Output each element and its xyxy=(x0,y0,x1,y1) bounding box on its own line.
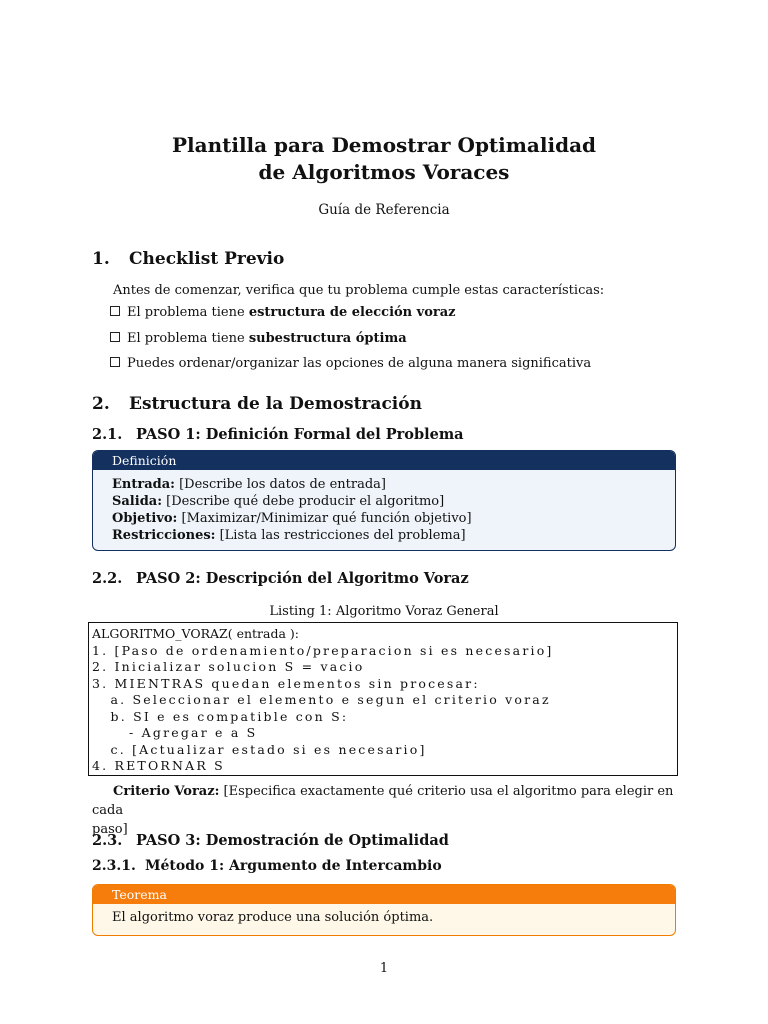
checklist-item-bold: estructura de elección voraz xyxy=(248,305,456,320)
subsubsection-2-3-1-heading xyxy=(92,858,442,874)
definition-text: [Maximizar/Minimizar qué función objetivo] xyxy=(177,511,472,526)
criterio-text: [Especifica exactamente qué criterio usa el algoritmo para elegir en cada xyxy=(92,784,674,818)
page-number: 1 xyxy=(379,961,389,976)
theorem-box xyxy=(92,884,676,936)
code-listing xyxy=(88,622,678,776)
definition-row xyxy=(112,527,656,544)
subsection-2-2-heading xyxy=(92,570,469,587)
document-title-line-1: Plantilla para Demostrar Optimalidad xyxy=(171,133,597,157)
theorem-box-body: El algoritmo voraz produce una solución óptima. xyxy=(112,910,434,925)
checklist-item-text: El problema tiene xyxy=(127,305,249,320)
criterio-voraz-paragraph xyxy=(92,782,678,839)
code-line: ALGORITMO_VORAZ( entrada ): xyxy=(92,626,299,641)
theorem-box-title: Teorema xyxy=(93,885,675,904)
subsection-title: PASO 1: Definición Formal del Problema xyxy=(136,426,464,443)
subsubsection-number: 2.3.1. xyxy=(92,858,136,874)
code-line: - Agregar e a S xyxy=(92,725,258,740)
code-line: c. [Actualizar estado si es necesario] xyxy=(92,741,427,757)
definition-label: Restricciones: xyxy=(112,528,216,543)
checklist-item-text: El problema tiene xyxy=(127,331,249,346)
checkbox-icon xyxy=(110,357,120,367)
definition-box xyxy=(92,450,676,551)
document-title-line-2: de Algoritmos Voraces xyxy=(258,160,510,184)
checklist-item xyxy=(110,305,456,320)
definition-label: Entrada: xyxy=(112,477,175,492)
subsection-number: 2.3. xyxy=(92,832,123,849)
checklist-item-bold: subestructura óptima xyxy=(248,331,407,346)
code-line: a. Seleccionar el elemento e segun el criterio voraz xyxy=(92,692,551,707)
criterio-text-continued: paso] xyxy=(92,822,128,837)
listing-caption: Listing 1: Algoritmo Voraz General xyxy=(269,604,499,619)
subsection-2-1-heading xyxy=(92,426,464,443)
section-title: Estructura de la Demostración xyxy=(129,394,422,414)
definition-row xyxy=(112,476,656,493)
subsection-number: 2.1. xyxy=(92,426,123,443)
definition-label: Salida: xyxy=(112,494,163,509)
code-line: 3. MIENTRAS quedan elementos sin procesar: xyxy=(92,675,480,691)
criterio-label: Criterio Voraz: xyxy=(113,784,220,799)
subsection-title: PASO 3: Demostración de Optimalidad xyxy=(136,832,449,849)
definition-text: [Lista las restricciones del problema] xyxy=(215,528,466,543)
section-number: 2. xyxy=(92,394,110,414)
section-2-heading xyxy=(92,394,422,414)
code-line: 1. [Paso de ordenamiento/preparacion si es necesario] xyxy=(92,642,554,658)
document-subtitle: Guía de Referencia xyxy=(318,202,450,218)
definition-row xyxy=(112,493,656,510)
code-line: 2. Inicializar solucion S = vacio xyxy=(92,659,365,674)
code-line: 4. RETORNAR S xyxy=(92,758,225,773)
section-title: Checklist Previo xyxy=(129,249,285,269)
definition-label: Objetivo: xyxy=(112,511,178,526)
checkbox-icon xyxy=(110,306,120,316)
section-1-heading xyxy=(92,249,284,269)
checklist-item-text: Puedes ordenar/organizar las opciones de alguna manera significativa xyxy=(127,356,592,371)
definition-box-title: Definición xyxy=(93,451,675,470)
code-line: b. SI e es compatible con S: xyxy=(92,708,349,724)
section-number: 1. xyxy=(92,249,110,269)
definition-row xyxy=(112,510,656,527)
subsection-title: PASO 2: Descripción del Algoritmo Voraz xyxy=(136,570,469,587)
checkbox-icon xyxy=(110,332,120,342)
subsubsection-title: Método 1: Argumento de Intercambio xyxy=(145,858,442,874)
subsection-2-3-heading xyxy=(92,832,449,849)
checklist-item xyxy=(110,356,591,371)
subsection-number: 2.2. xyxy=(92,570,123,587)
checklist-item xyxy=(110,331,407,346)
definition-text: [Describe qué debe producir el algoritmo] xyxy=(162,494,445,509)
definition-text: [Describe los datos de entrada] xyxy=(174,477,387,492)
checklist-intro: Antes de comenzar, verifica que tu problema cumple estas características: xyxy=(113,283,605,298)
definition-box-body xyxy=(93,470,675,550)
